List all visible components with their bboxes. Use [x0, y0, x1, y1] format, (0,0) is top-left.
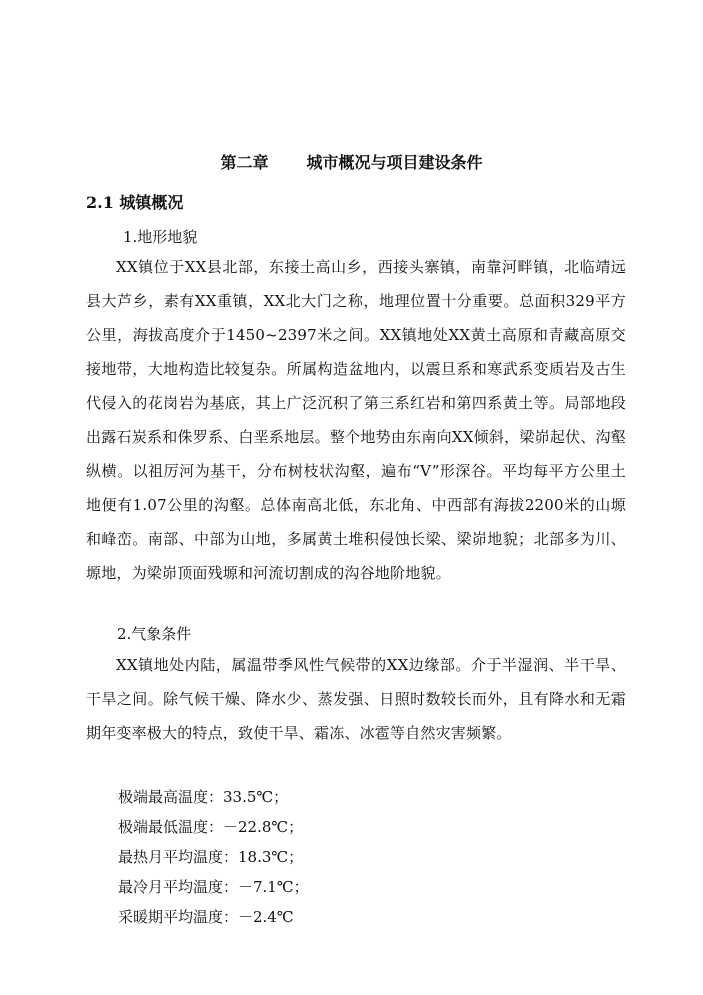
temperature-item-coldest-month: 最冷月平均温度：－7.1℃；: [118, 878, 309, 896]
chapter-number: 第二章: [220, 153, 269, 172]
temperature-item-heating-period: 采暖期平均温度：－2.4℃: [118, 908, 294, 926]
terrain-heading: 1.地形地貌: [123, 228, 198, 246]
chapter-name: 城市概况与项目建设条件: [306, 153, 483, 172]
climate-paragraph: XX镇地处内陆，属温带季风性气候带的XX边缘部。介于半湿润、半干旱、干旱之间。除气候干燥、降水少、蒸发强、日照时数较长而外，且有降水和无霜期年变率极大的特点，致使干旱、霜冻、冰雹等自然灾害频繁。: [86, 656, 626, 742]
temperature-item-hottest-month: 最热月平均温度：18.3℃；: [118, 848, 304, 866]
chapter-title: [0, 150, 703, 173]
temperature-list: [118, 786, 309, 936]
temperature-item-min: 极端最低温度：－22.8℃；: [118, 818, 304, 836]
terrain-paragraph: XX镇位于XX县北部，东接土高山乡，西接头寨镇，南靠河畔镇，北临靖远县大芦乡，素有XX重镇，XX北大门之称，地理位置十分重要。总面积329平方公里，海拔高度介于1450~2397米之间。XX镇地处XX黄土高原和青藏高原交接地带，大地构造比较复杂。所属构造盆地内，以震旦系和寒武系变质岩及古生代侵入的花岗岩为基底，其上广泛沉积了第三系红岩和第四系黄土等。局部地段出露石炭系和侏罗系、白垩系地层。整个地势由东南向XX倾斜，梁峁起伏、沟壑纵横。以祖厉河为基干，分布树枝状沟壑，遍布“V”形深谷。平均每平方公里土地便有1.07公里的沟壑。总体南高北低，东北角、中西部有海拔2200米的山塬和峰峦。南部、中部为山地，多属黄土堆积侵蚀长梁、梁峁地貌；北部多为川、塬地，为梁峁顶面残塬和河流切割成的沟谷地阶地貌。: [86, 258, 626, 582]
section-heading: 2.1 城镇概况: [86, 193, 184, 212]
temperature-item-max: 极端最高温度：33.5℃；: [118, 788, 289, 806]
climate-heading: 2.气象条件: [117, 625, 192, 643]
